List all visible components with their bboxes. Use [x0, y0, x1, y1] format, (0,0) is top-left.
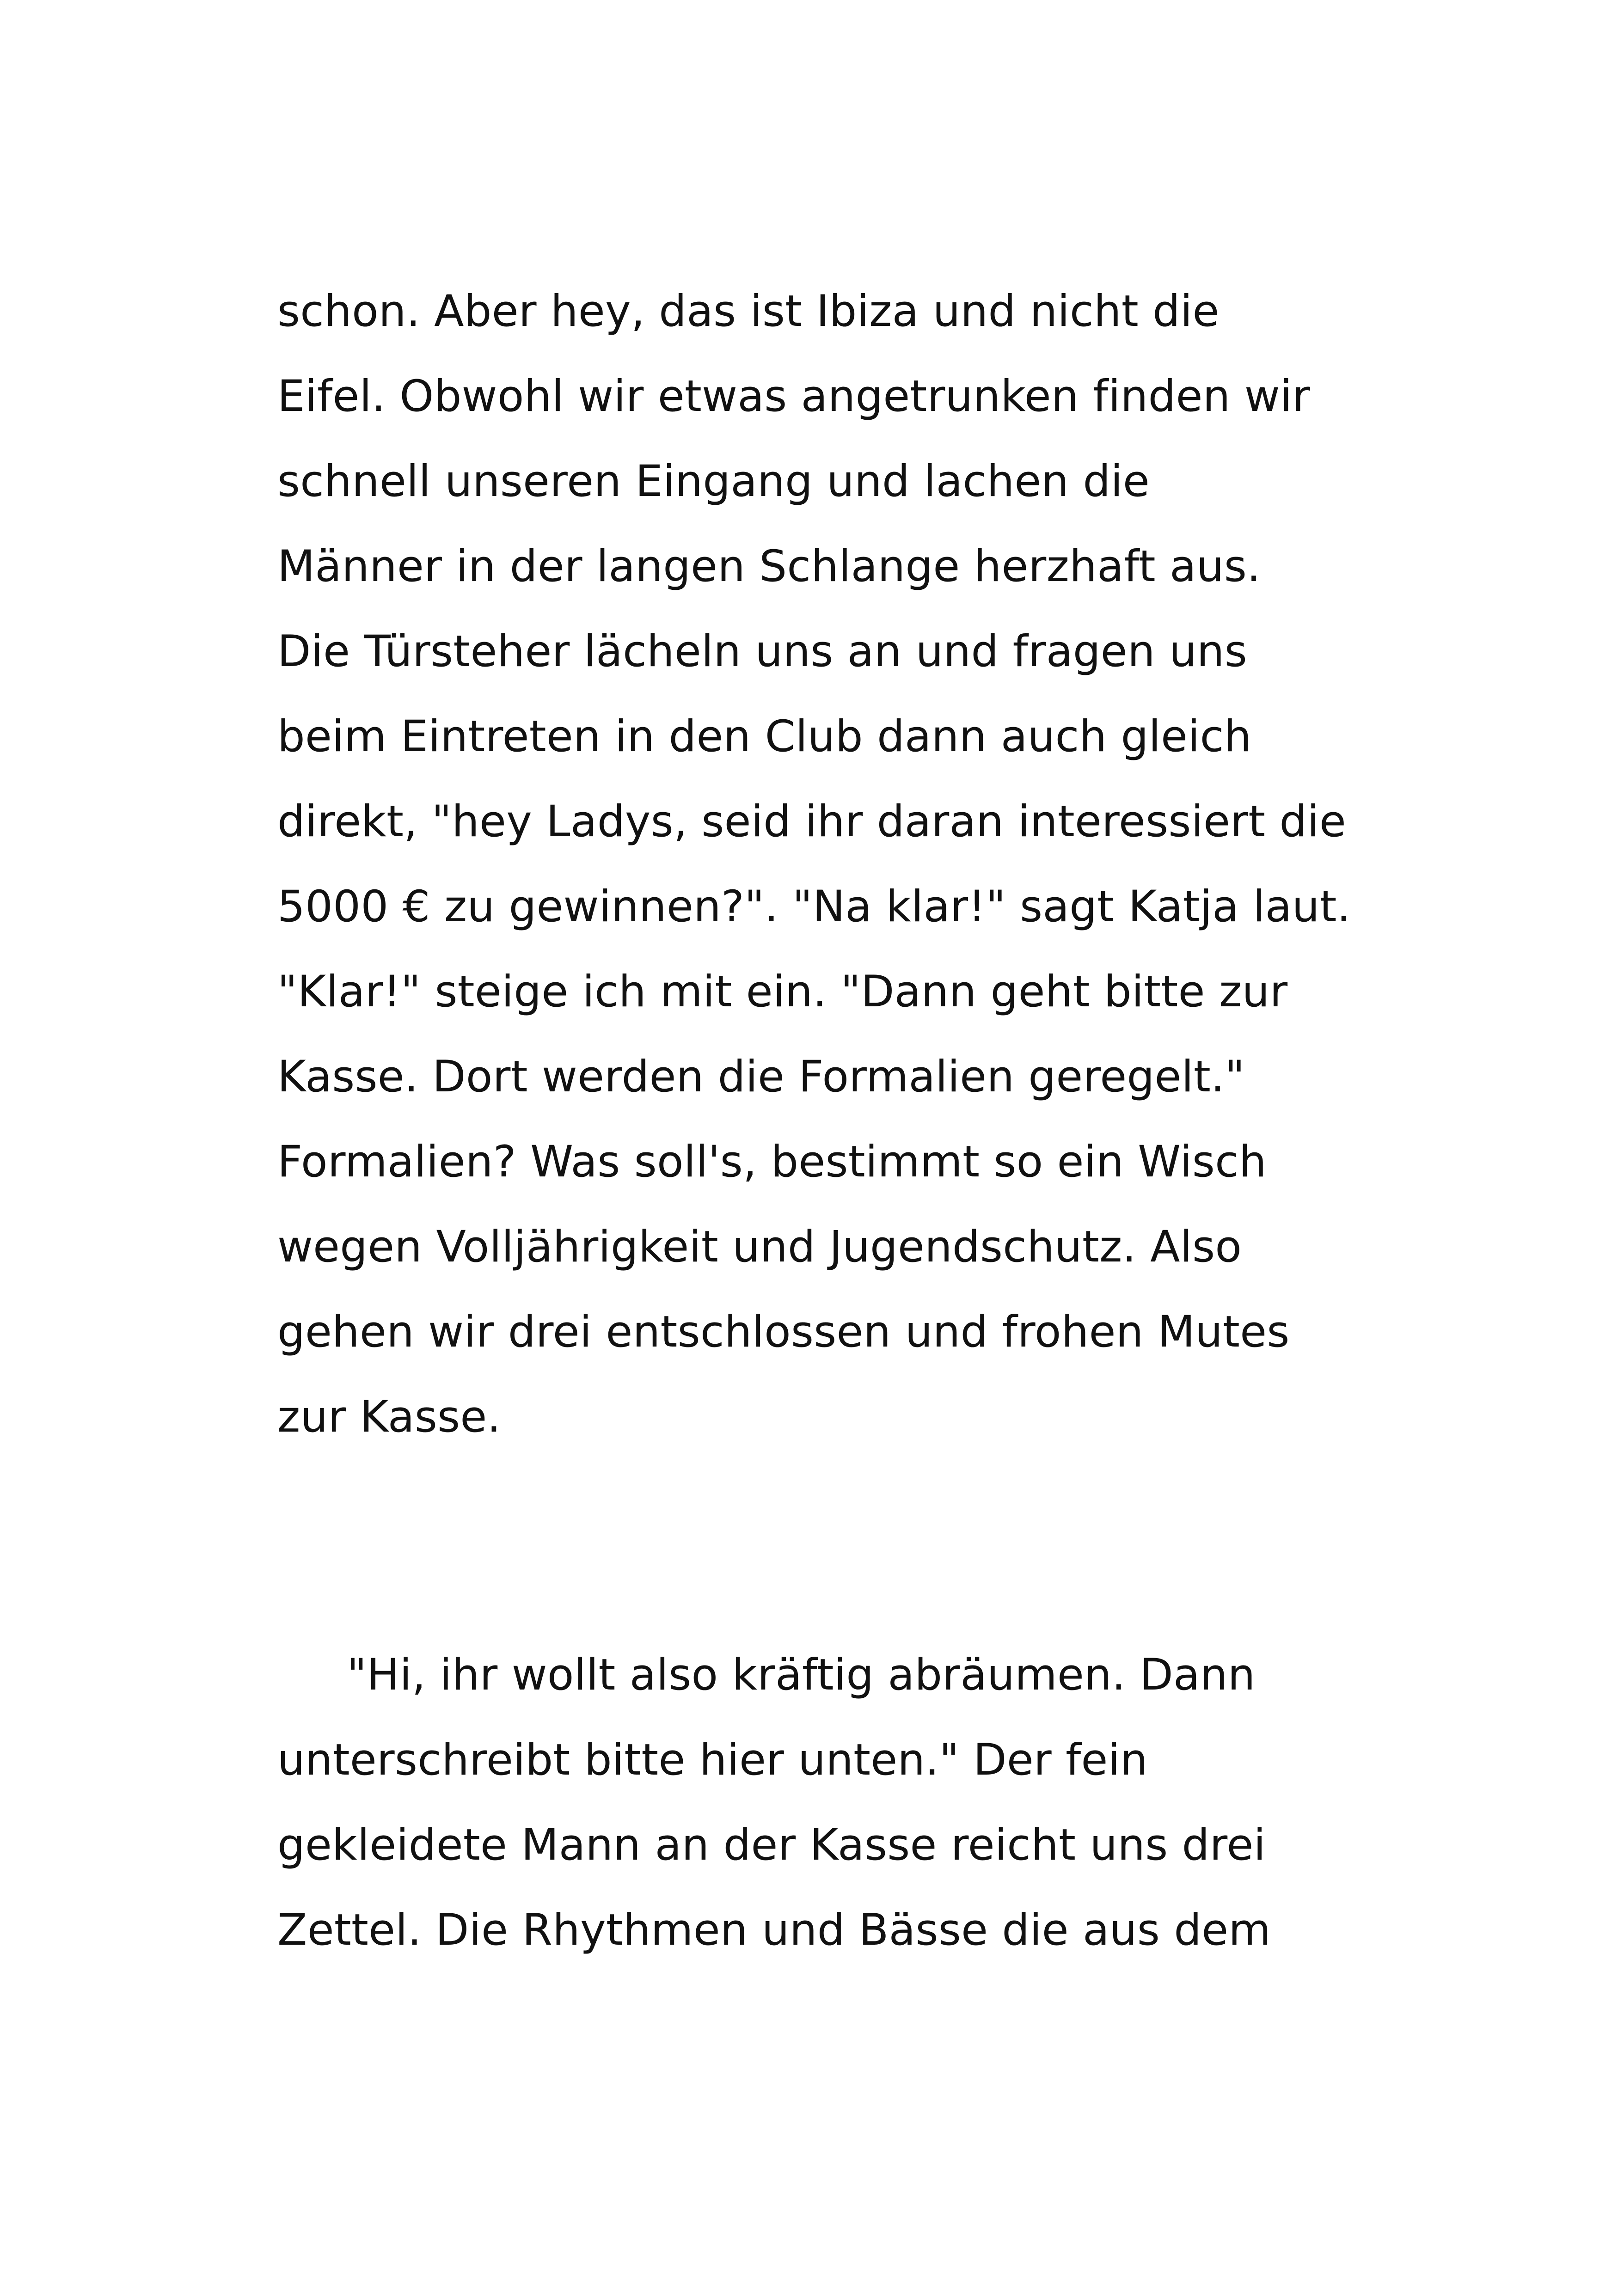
text-line: Eifel. Obwohl wir etwas angetrunken finden wir — [277, 371, 1311, 422]
text-line: direkt, "hey Ladys, seid ihr daran interessiert die — [277, 796, 1347, 847]
text-line: zur Kasse. — [277, 1392, 501, 1442]
text-line: gehen wir drei entschlossen und frohen Mutes — [277, 1307, 1290, 1357]
text-line: 5000 € zu gewinnen?". "Na klar!" sagt Katja laut. — [277, 882, 1351, 932]
text-line: Formalien? Was soll's, bestimmt so ein Wisch — [277, 1137, 1267, 1187]
text-line: "Klar!" steige ich mit ein. "Dann geht bitte zur — [277, 967, 1288, 1017]
text-line: Kasse. Dort werden die Formalien geregelt." — [277, 1052, 1245, 1102]
text-line: Männer in der langen Schlange herzhaft aus. — [277, 541, 1261, 592]
text-line: schnell unseren Eingang und lachen die — [277, 456, 1150, 507]
text-line: beim Eintreten in den Club dann auch gleich — [277, 711, 1252, 762]
text-line: wegen Volljährigkeit und Jugendschutz. Also — [277, 1222, 1242, 1272]
text-line: unterschreibt bitte hier unten." Der fein — [277, 1735, 1148, 1785]
text-line: gekleidete Mann an der Kasse reicht uns drei — [277, 1820, 1266, 1870]
text-line: "Hi, ihr wollt also kräftig abräumen. Dann — [347, 1650, 1256, 1700]
text-line: Zettel. Die Rhythmen und Bässe die aus dem — [277, 1905, 1271, 1955]
paragraph-1 — [277, 269, 1387, 1460]
text-line: schon. Aber hey, das ist Ibiza und nicht die — [277, 286, 1220, 337]
paragraph-2 — [277, 1633, 1387, 1973]
text-line: Die Türsteher lächeln uns an und fragen uns — [277, 626, 1248, 677]
